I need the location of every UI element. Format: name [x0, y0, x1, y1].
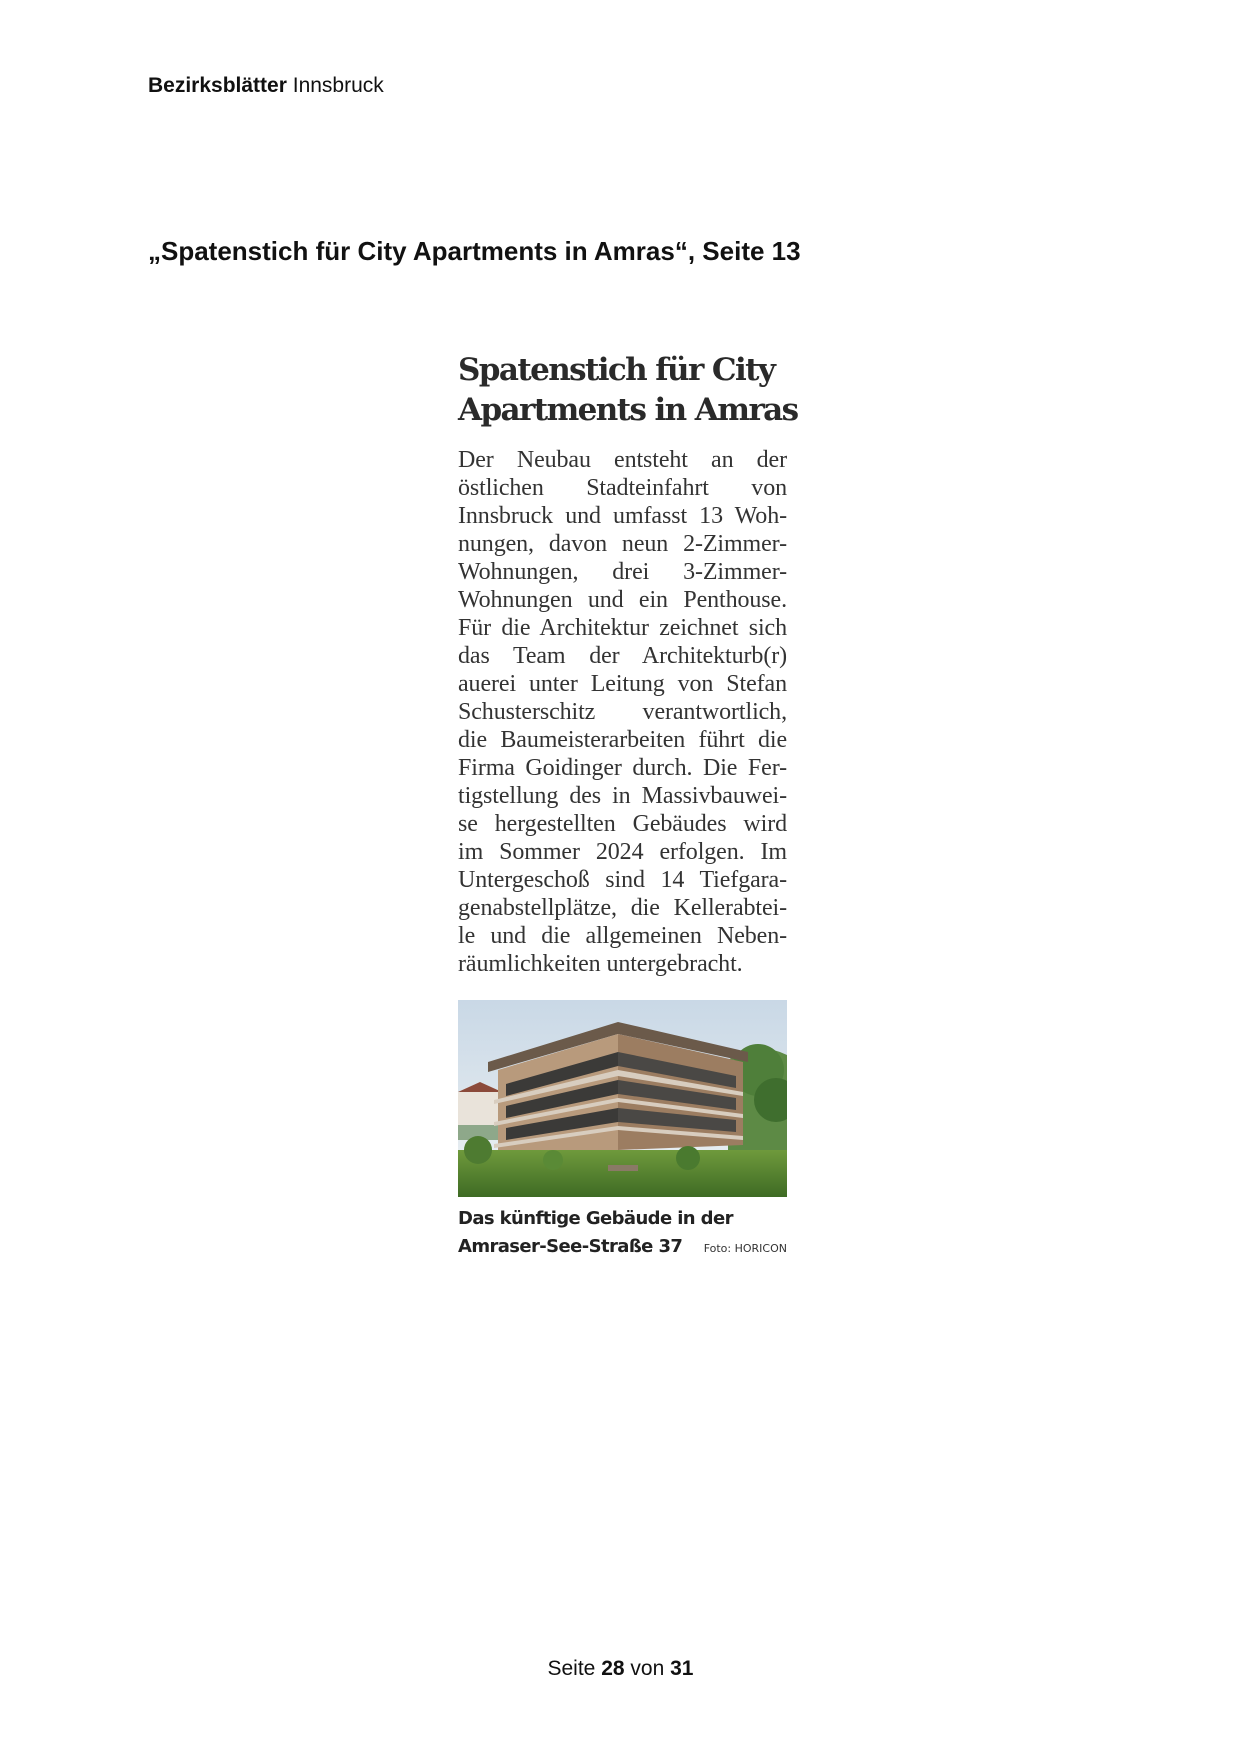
page-heading: „Spatenstich für City Apartments in Amras“, Seite 13 [148, 236, 801, 266]
footer-current-page: 28 [601, 1657, 625, 1680]
building-photo [458, 1000, 787, 1197]
caption-line: Amraser-See-Straße 37 [458, 1236, 683, 1257]
body-line: Untergeschoß sind 14 Tiefgara- [458, 867, 787, 893]
article-title-line: Spatenstich für City [458, 352, 775, 388]
photo-credit: Foto: HORICON [703, 1242, 787, 1255]
footer-prefix: Seite [547, 1657, 596, 1680]
body-line: Innsbruck und umfasst 13 Woh- [458, 503, 787, 529]
article-title [458, 350, 798, 430]
body-line: Für die Architektur zeichnet sich [458, 615, 787, 641]
newspaper-clipping [458, 350, 798, 1263]
body-line: auerei unter Leitung von Stefan [458, 671, 787, 697]
body-line: Wohnungen, drei 3-Zimmer- [458, 559, 787, 585]
page-footer [0, 1657, 1241, 1681]
footer-middle: von [630, 1657, 665, 1680]
body-line: tigstellung des in Massivbauwei- [458, 783, 787, 809]
header-region: Innsbruck [292, 74, 384, 97]
building-illustration [458, 1000, 787, 1197]
photo-caption [458, 1205, 787, 1263]
body-line: räumlichkeiten untergebracht. [458, 951, 743, 977]
body-line: Schusterschitz verantwortlich, [458, 699, 787, 725]
body-line: genabstellplätze, die Kellerabtei- [458, 895, 787, 921]
body-line: im Sommer 2024 erfolgen. Im [458, 839, 787, 865]
article-body [458, 446, 787, 978]
body-line: das Team der Architekturb(r) [458, 643, 787, 669]
caption-line: Das künftige Gebäude in der [458, 1208, 733, 1229]
body-line: le und die allgemeinen Neben- [458, 923, 787, 949]
body-line: Firma Goidinger durch. Die Fer- [458, 755, 787, 781]
article-title-line: Apartments in Amras [458, 392, 798, 428]
body-line: östlichen Stadteinfahrt von [458, 475, 787, 501]
body-line: Wohnungen und ein Penthouse. [458, 587, 787, 613]
footer-total-pages: 31 [670, 1657, 694, 1680]
header [148, 74, 384, 98]
body-line: se hergestellten Gebäudes wird [458, 811, 787, 837]
body-line: nungen, davon neun 2-Zimmer- [458, 531, 787, 557]
body-line: Der Neubau entsteht an der [458, 447, 787, 473]
body-line: die Baumeisterarbeiten führt die [458, 727, 787, 753]
header-brand: Bezirksblätter [148, 74, 287, 97]
